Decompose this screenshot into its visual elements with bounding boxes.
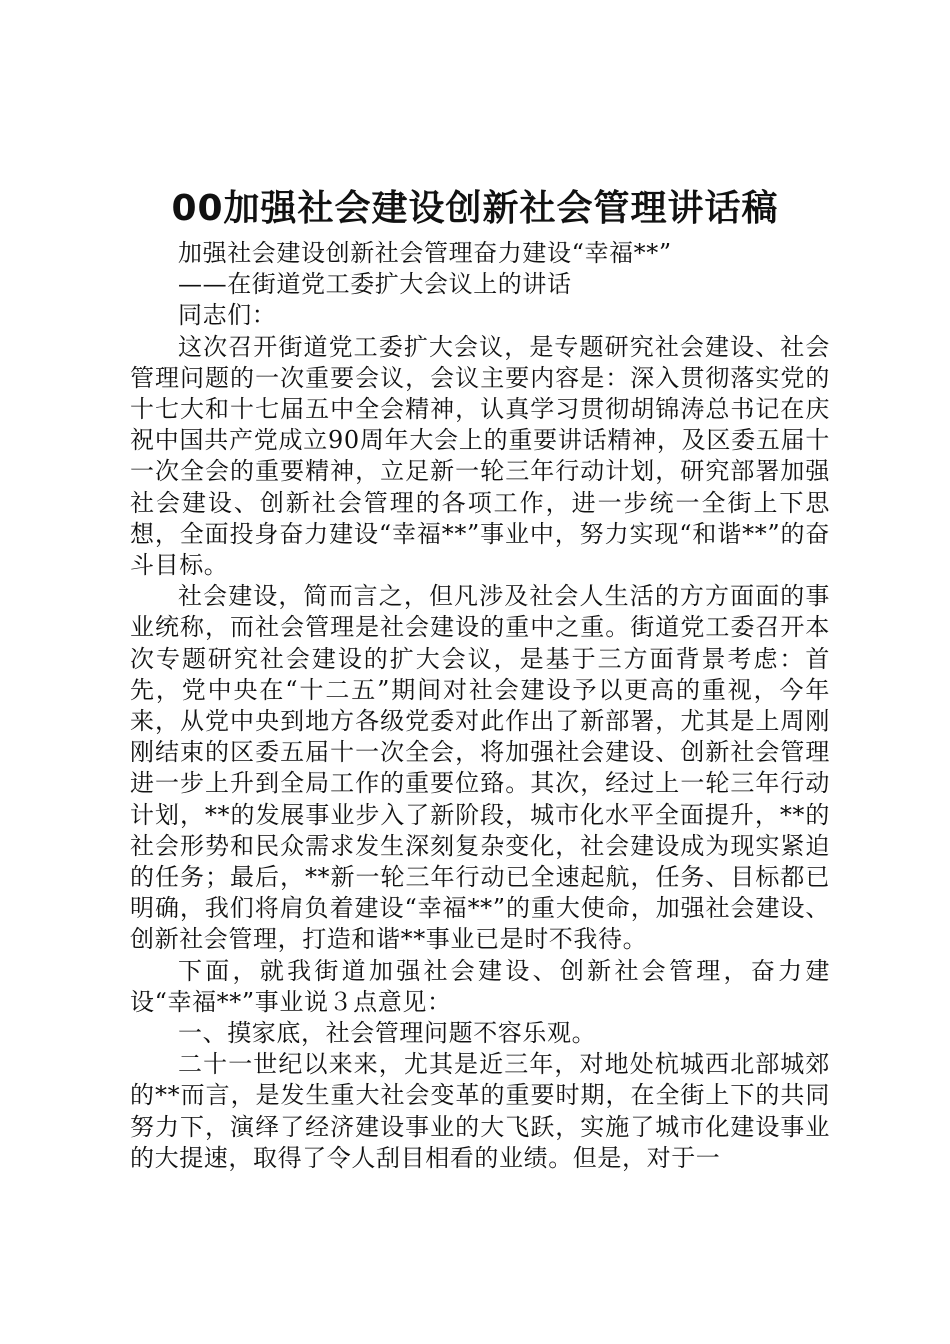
document-title: 00加强社会建设创新社会管理讲话稿 (171, 188, 779, 229)
document-body (130, 238, 830, 1174)
salutation: 同志们： (178, 301, 277, 330)
speech-subtitle: 加强社会建设创新社会管理奋力建设“幸福**” (178, 239, 672, 267)
paragraph: 下面，就我街道加强社会建设、创新社会管理，奋力建设“幸福**”事业说３点意见： (130, 956, 830, 1016)
section-heading: 一、摸家底，社会管理问题不容乐观。 (178, 1019, 597, 1048)
paragraph: 社会建设，简而言之，但凡涉及社会人生活的方方面面的事业统称，而社会管理是社会建设的重中之重。街道党工委召开本次专题研究社会建设的扩大会议，是基于三方面背景考虑：首先，党中央在“十二五”期间对社会建设予以更高的重视，今年来，从党中央到地方各级党委对此作出了新部署，尤其是上周刚刚结束的区委五届十一次全会，将加强社会建设、创新社会管理进一步上升到全局工作的重要位臵。其次，经过上一轮三年行动计划，**的发展事业步入了新阶段，城市化水平全面提升，**的社会形势和民众需求发生深刻复杂变化，社会建设成为现实紧迫的任务；最后，**新一轮三年行动已全速起航，任务、目标都已明确，我们将肩负着建设“幸福**”的重大使命，加强社会建设、创新社会管理，打造和谐**事业已是时不我待。 (130, 582, 830, 954)
paragraph: 二十一世纪以来来，尤其是近三年，对地处杭城西北部城郊的**而言，是发生重大社会变革的重要时期，在全街上下的共同努力下，演绎了经济建设事业的大飞跃，实施了城市化建设事业的大提速，取得了令人刮目相看的业绩。但是，对于一 (130, 1050, 830, 1172)
paragraph: 这次召开街道党工委扩大会议，是专题研究社会建设、社会管理问题的一次重要会议，会议主要内容是：深入贯彻落实党的十七大和十七届五中全会精神，认真学习贯彻胡锦涛总书记在庆祝中国共产党成立90周年大会上的重要讲话精神，及区委五届十一次全会的重要精神，立足新一轮三年行动计划，研究部署加强社会建设、创新社会管理的各项工作，进一步统一全街上下思想，全面投身奋力建设“幸福**”事业中，努力实现“和谐**”的奋斗目标。 (130, 332, 830, 580)
speech-subtitle-occasion: ——在街道党工委扩大会议上的讲话 (178, 270, 572, 299)
